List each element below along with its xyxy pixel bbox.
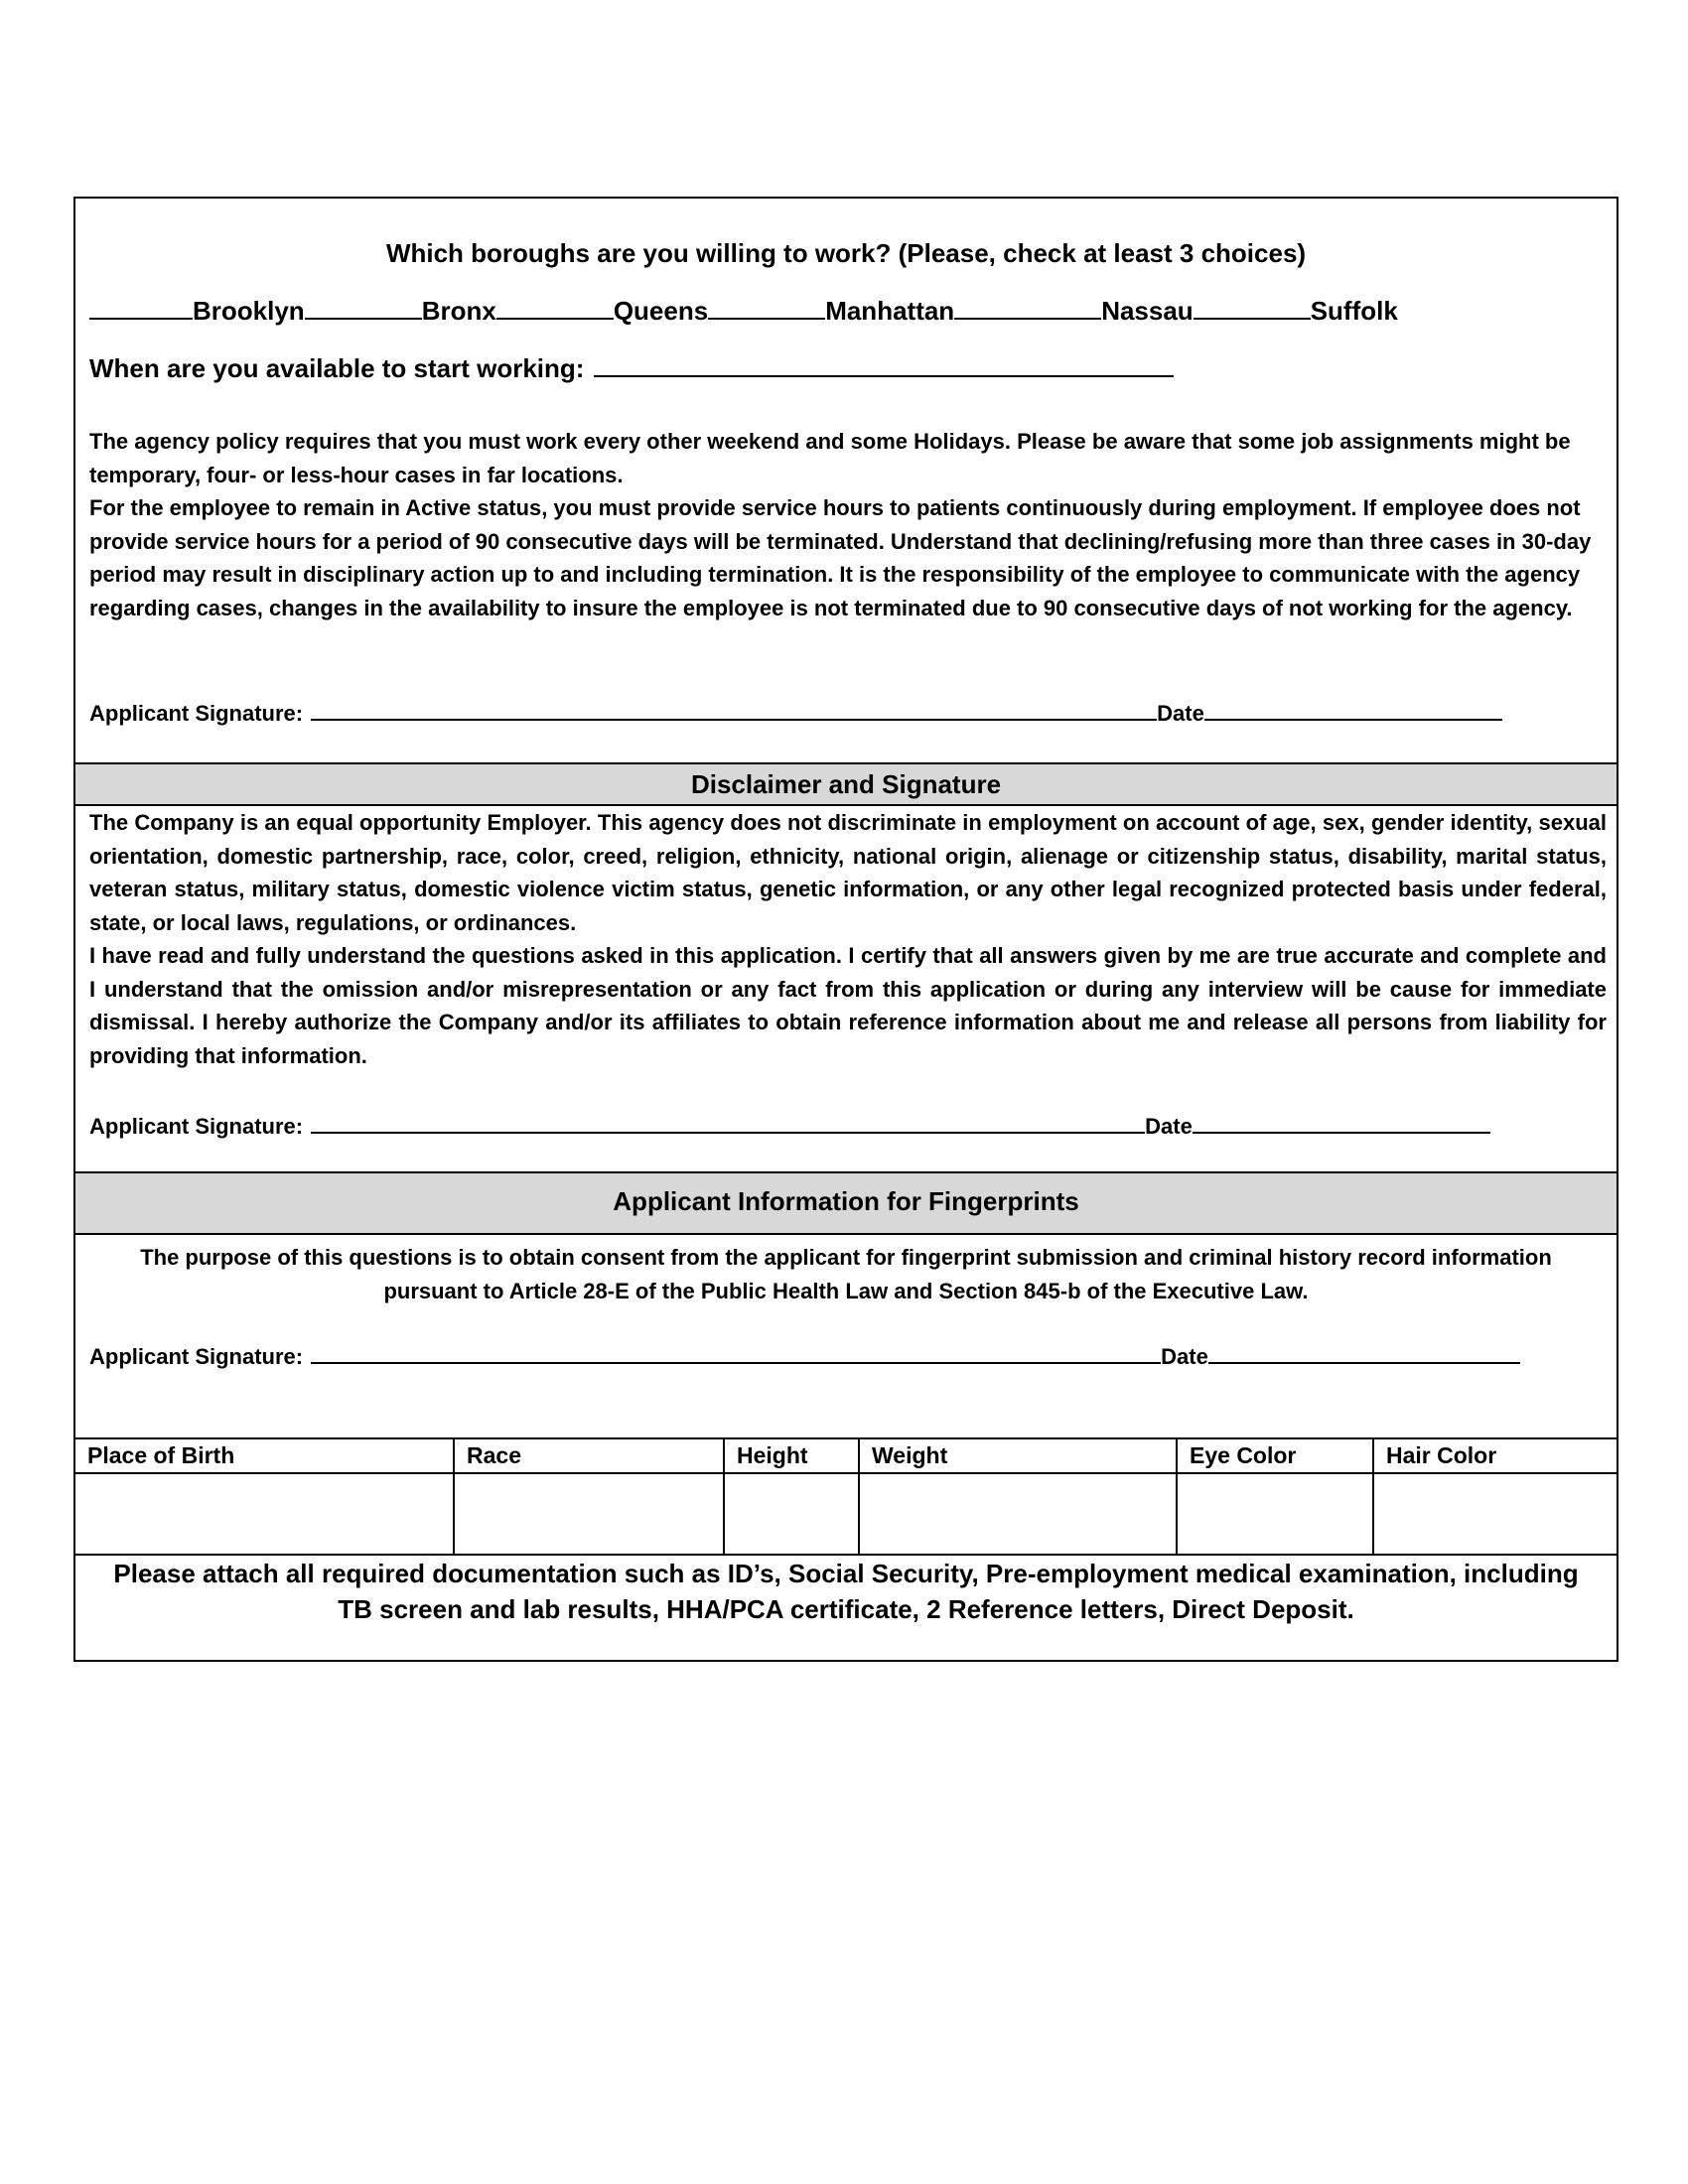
attachments-note: Please attach all required documentation such as ID’s, Social Security, Pre-employment medical examination, including TB screen and lab results, HHA/PCA certificate, 2 Reference letters, Direct Deposit. (113, 1559, 1579, 1624)
eye-color-cell[interactable] (1177, 1473, 1373, 1555)
date-label: Date (1157, 701, 1204, 726)
availability-row (89, 353, 1174, 384)
disclaimer-text (89, 806, 1607, 1072)
signature-label: Applicant Signature: (89, 1344, 304, 1369)
bronx-checkbox-line[interactable] (305, 296, 422, 320)
nassau-checkbox-line[interactable] (954, 296, 1101, 320)
weight-cell[interactable] (859, 1473, 1177, 1555)
boroughs-options (89, 296, 1398, 327)
place-of-birth-cell[interactable] (75, 1473, 454, 1555)
fingerprints-signature-row (89, 1340, 1520, 1370)
policy-signature-row (89, 697, 1502, 727)
disclaimer-paragraph-2: I have read and fully understand the questions asked in this application. I certify that all answers given by me are true accurate and complete and I understand that the omission and/or misrepresentation or any fact from this application or during any interview will be cause for immediate dismissal. I hereby authorize the Company and/or its affiliates to obtain reference information about me and release all persons from liability for providing that information. (89, 943, 1607, 1068)
borough-option-queens: Queens (613, 296, 709, 326)
date-label: Date (1145, 1114, 1193, 1139)
policy-paragraph-1: The agency policy requires that you must work every other weekend and some Holidays. Please be aware that some job assignments might be temporary, four- or less-hour cases in far locations. (89, 429, 1571, 487)
disclaimer-heading: Disclaimer and Signature (75, 762, 1617, 806)
date-label: Date (1161, 1344, 1208, 1369)
column-header-hair-color: Hair Color (1373, 1438, 1617, 1473)
disclaimer-date-field[interactable] (1193, 1110, 1490, 1134)
column-header-height: Height (724, 1438, 859, 1473)
boroughs-question: Which boroughs are you willing to work? (Please, check at least 3 choices) (385, 238, 1307, 268)
table-header-row (75, 1438, 1617, 1473)
disclaimer-signature-field[interactable] (311, 1110, 1145, 1134)
manhattan-checkbox-line[interactable] (708, 296, 825, 320)
borough-option-brooklyn: Brooklyn (193, 296, 305, 326)
table-row (75, 1473, 1617, 1555)
signature-label: Applicant Signature: (89, 1114, 304, 1139)
fingerprints-heading: Applicant Information for Fingerprints (75, 1171, 1617, 1235)
column-header-eye-color: Eye Color (1177, 1438, 1373, 1473)
column-header-weight: Weight (859, 1438, 1177, 1473)
column-header-place-of-birth: Place of Birth (75, 1438, 454, 1473)
policy-paragraph-2: For the employee to remain in Active status, you must provide service hours to patients continuously during employment. If employee does not provide service hours for a period of 90 consecutive days will be terminated. Understand that declining/refusing more than three cases in 30-day period may result in disciplinary action up to and including termination. It is the responsibility of the employee to communicate with the agency regarding cases, changes in the availability to insure the employee is not terminated due to 90 consecutive days of not working for the agency. (89, 495, 1592, 620)
race-cell[interactable] (454, 1473, 724, 1555)
suffolk-checkbox-line[interactable] (1194, 296, 1311, 320)
fingerprints-date-field[interactable] (1208, 1340, 1520, 1364)
brooklyn-checkbox-line[interactable] (89, 296, 193, 320)
disclaimer-paragraph-1: The Company is an equal opportunity Employer. This agency does not discriminate in employment on account of age, sex, gender identity, sexual orientation, domestic partnership, race, color, creed, religion, ethnicity, national origin, alienage or citizenship status, disability, marital status, veteran status, military status, domestic violence victim status, genetic information, or any other legal recognized protected basis under federal, state, or local laws, regulations, or ordinances. (89, 810, 1607, 935)
borough-option-manhattan: Manhattan (825, 296, 955, 326)
column-header-race: Race (454, 1438, 724, 1473)
hair-color-cell[interactable] (1373, 1473, 1617, 1555)
policy-signature-field[interactable] (311, 697, 1157, 721)
fingerprints-signature-field[interactable] (311, 1340, 1161, 1364)
application-form (73, 197, 1618, 1662)
policy-date-field[interactable] (1204, 697, 1502, 721)
queens-checkbox-line[interactable] (496, 296, 614, 320)
personal-info-table (75, 1437, 1617, 1556)
signature-label: Applicant Signature: (89, 701, 304, 726)
borough-option-bronx: Bronx (421, 296, 496, 326)
borough-option-suffolk: Suffolk (1310, 296, 1398, 326)
borough-option-nassau: Nassau (1101, 296, 1194, 326)
disclaimer-signature-row (89, 1110, 1490, 1140)
fingerprints-purpose: The purpose of this questions is to obtain consent from the applicant for fingerprint submission and criminal history record information pursuant to Article 28-E of the Public Health Law and Section 845-b of the Executive Law. (140, 1245, 1552, 1303)
height-cell[interactable] (724, 1473, 859, 1555)
availability-label: When are you available to start working: (89, 353, 585, 383)
agency-policy (89, 425, 1607, 624)
availability-field[interactable] (594, 353, 1174, 377)
